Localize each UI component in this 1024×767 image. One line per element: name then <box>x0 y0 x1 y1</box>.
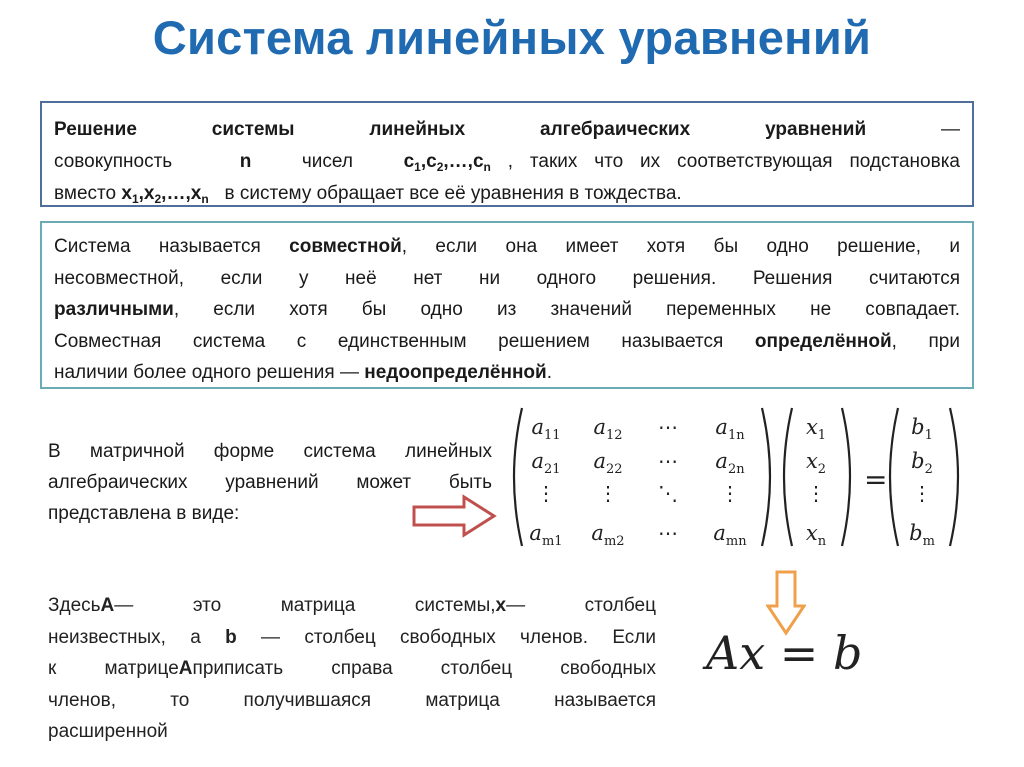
vector-x-cell: $x_2$ <box>805 449 827 477</box>
consistency-box <box>40 221 974 389</box>
vector-x-cell: $x_1$ <box>805 415 827 443</box>
definition-line-1: Решение системы линейных алгебраических уравнений — <box>54 119 961 140</box>
matrix-A-entries <box>529 415 747 549</box>
matrix-A-cell: $a_{m2}$ <box>591 521 625 549</box>
matrix-A-cell: ⋮ <box>598 481 618 505</box>
definition-line-2: совокупность n чисел $c_1,c_2,\dots,c_n$ , таких что их соответствующая подстановка <box>54 151 960 174</box>
vector-b-entries <box>909 415 935 549</box>
matrix-equation-compact: Ax = b <box>706 626 863 680</box>
vector-x-entries <box>806 415 827 549</box>
vector-b-cell: $b_1$ <box>911 415 933 443</box>
matrix-A-cell: ⋱ <box>658 481 678 505</box>
consistency-line-1: Система называется совместной, если она имеет хотя бы одно решение, и <box>54 236 961 257</box>
page-title: Система линейных уравнений <box>152 11 872 64</box>
consistency-line-4: Совместная система с единственным решением называется определённой, при <box>54 330 960 352</box>
matrix-A-cell: $a_{2n}$ <box>715 449 745 477</box>
matrix-A-cell: ⋮ <box>720 481 740 505</box>
matrix-A-cell: $a_{12}$ <box>593 415 623 443</box>
consistency-line-3: различными, если хотя бы одно из значений переменных не совпадает. <box>54 299 960 320</box>
vector-b-cell: $b_2$ <box>911 449 933 477</box>
arrow-right-icon <box>412 494 498 538</box>
matrix-A-cell: ⋯ <box>658 415 678 439</box>
matrix-A-cell: ⋯ <box>658 449 678 473</box>
matrix-A-cell: ⋯ <box>658 521 678 545</box>
matrix-A-cell: $a_{22}$ <box>593 449 623 477</box>
consistency-line-2: несовместной, если у неё нет ни одного решения. Решения считаются <box>54 267 960 289</box>
matrix-A-cell: $a_{m1}$ <box>529 521 563 549</box>
matrix-A-cell: ⋮ <box>536 481 556 505</box>
matrix-A-cell: $a_{1n}$ <box>715 415 745 443</box>
vector-b-cell: ⋮ <box>912 481 932 505</box>
matrix-A-cell: $a_{11}$ <box>531 415 561 443</box>
matrix-A-cell: $a_{21}$ <box>531 449 561 477</box>
consistency-line-5: наличии более одного решения — недоопределённой. <box>54 362 552 383</box>
definition-box <box>40 101 974 207</box>
matrix-form-text: В матричной форме система линейных алгебраических уравнений может быть представлена в виде: <box>48 441 492 524</box>
vector-b-cell: $b_m$ <box>909 521 935 549</box>
vector-x-cell: $x_n$ <box>805 521 827 549</box>
equals-sign: = <box>864 463 888 496</box>
matrix-A-cell: $a_{mn}$ <box>713 521 747 549</box>
definition-line-3: вместо $x_1,x_2,\dots,x_n$ в систему обращает все её уравнения в тождества. <box>54 183 682 206</box>
matrix-equation <box>508 402 960 552</box>
explanation-text: ЗдесьA— это матрица системы,x— столбец неизвестных, а b — столбец свободных членов. Если к матрицеAприписать справа столбец свободных членов, то получившаяся матрица называется расширенной <box>48 595 657 742</box>
vector-x-cell: ⋮ <box>806 481 826 505</box>
